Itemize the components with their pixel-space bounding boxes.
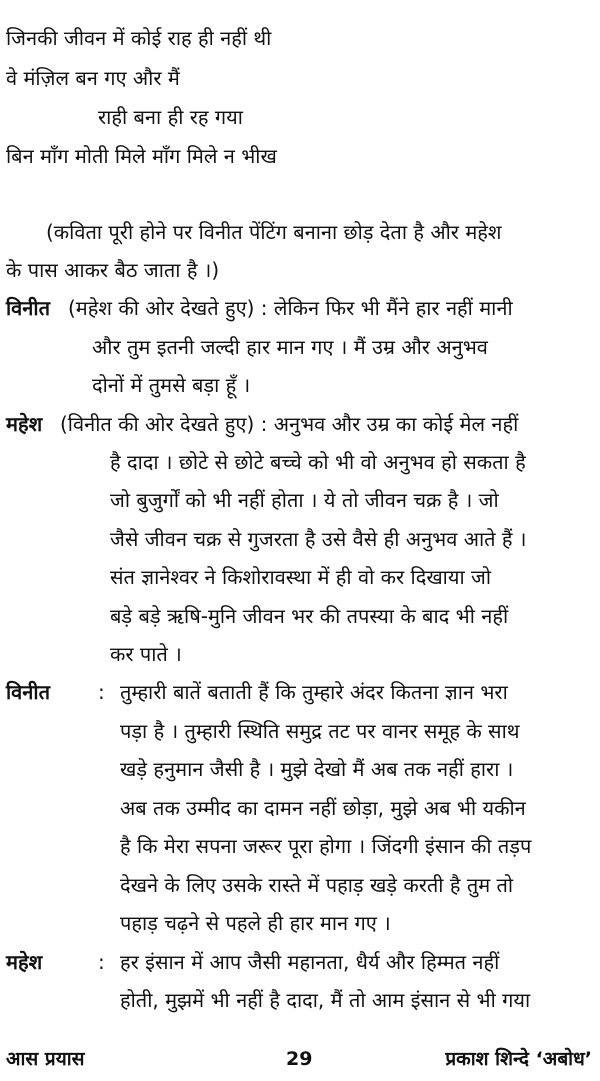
poem-line: बिन माँग मोती मिले माँग मिले न भीख bbox=[6, 144, 277, 168]
dialogue-line: अब तक उम्मीद का दामन नहीं छोड़ा, मुझे अब भी यकीन bbox=[120, 796, 526, 820]
footer-author: प्रकाश शिन्दे ‘अबोध’ bbox=[445, 1048, 592, 1070]
speaker-name: महेश bbox=[6, 412, 43, 436]
dialogue-line: बड़े बड़े ऋषि-मुनि जीवन भर की तपस्या के बाद भी नहीं bbox=[110, 604, 509, 628]
dialogue-line: जो बुजुर्गों को भी नहीं होता । ये तो जीवन चक्र है । जो bbox=[110, 488, 499, 512]
dialogue-line: जैसे जीवन चक्र से गुजरता है उसे वैसे ही अनुभव आते हैं । bbox=[110, 527, 527, 551]
poem-line: राही बना ही रह गया bbox=[98, 105, 243, 129]
dialogue-direction: (विनीत की ओर देखते हुए) : अनुभव और उम्र का कोई मेल नहीं bbox=[60, 412, 519, 436]
stage-direction-line: के पास आकर बैठ जाता है ।) bbox=[6, 258, 220, 282]
dialogue-line: तुम्हारी बातें बताती हैं कि तुम्हारे अंदर कितना ज्ञान भरा bbox=[120, 680, 508, 704]
dialogue-line: हर इंसान में आप जैसी महानता, धैर्य और हिम्मत नहीं bbox=[120, 950, 500, 974]
dialogue-line: कर पाते । bbox=[110, 642, 182, 666]
dialogue-line: है दादा । छोटे से छोटे बच्चे को भी वो अनुभव हो सकता है bbox=[110, 450, 526, 474]
dialogue-line: पड़ा है । तुम्हारी स्थिति समुद्र तट पर वानर समूह के साथ bbox=[120, 719, 520, 743]
dialogue-line: दोनों में तुमसे बड़ा हूँ । bbox=[92, 373, 251, 397]
dialogue-line: और तुम इतनी जल्दी हार मान गए । मैं उम्र और अनुभव bbox=[92, 335, 488, 359]
dialogue-direction: (महेश की ओर देखते हुए) : लेकिन फिर भी मैंने हार नहीं मानी bbox=[68, 296, 513, 320]
poem-line: वे मंज़िल बन गए और मैं bbox=[6, 66, 180, 90]
dialogue-line: संत ज्ञानेश्वर ने किशोरावस्था में ही वो कर दिखाया जो bbox=[110, 565, 492, 589]
speaker-colon: : bbox=[98, 950, 105, 974]
dialogue-line: होती, मुझमें भी नहीं है दादा, मैं तो आम इंसान से भी गया bbox=[120, 988, 531, 1012]
footer-book-title: आस प्रयास bbox=[6, 1048, 85, 1070]
speaker-name: विनीत bbox=[6, 680, 50, 704]
speaker-name: विनीत bbox=[6, 296, 50, 320]
dialogue-line: है कि मेरा सपना जरूर पूरा होगा । जिंदगी इंसान की तड़प bbox=[120, 834, 532, 858]
dialogue-line: खड़े हनुमान जैसी है । मुझे देखो मैं अब तक नहीं हारा । bbox=[120, 757, 514, 781]
dialogue-line: देखने के लिए उसके रास्ते में पहाड़ खड़े करती है तुम तो bbox=[120, 873, 514, 897]
stage-direction-line: (कविता पूरी होने पर विनीत पेंटिंग बनाना छोड़ देता है और महेश bbox=[46, 220, 502, 244]
speaker-name: महेश bbox=[6, 950, 43, 974]
speaker-colon: : bbox=[98, 680, 105, 704]
poem-line: जिनकी जीवन में कोई राह ही नहीं थी bbox=[6, 26, 272, 50]
dialogue-line: पहाड़ चढ़ने से पहले ही हार मान गए । bbox=[120, 911, 391, 935]
page-number: 29 bbox=[286, 1048, 313, 1070]
